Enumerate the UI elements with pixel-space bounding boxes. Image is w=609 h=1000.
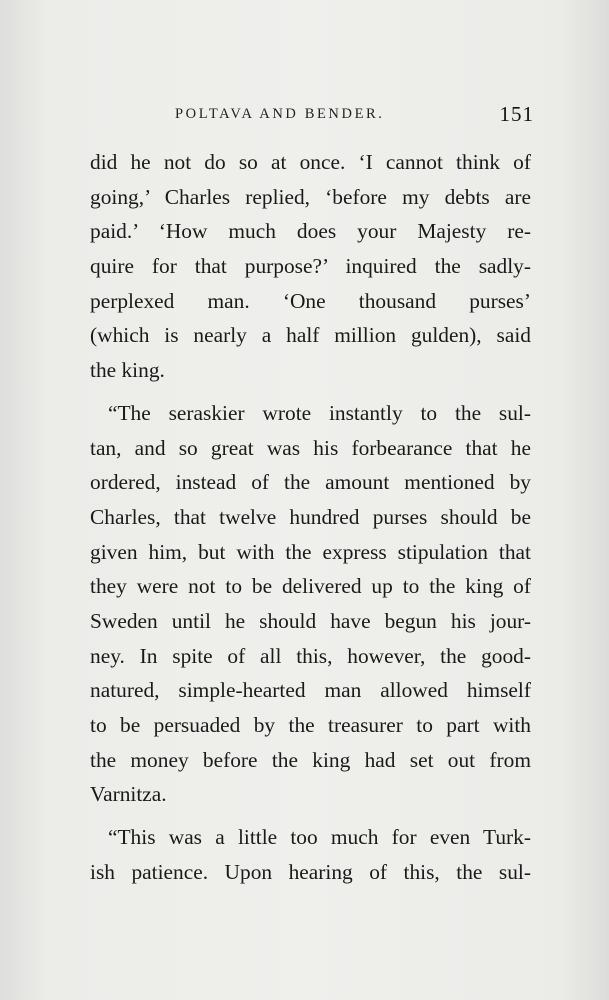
paragraph	[90, 820, 531, 889]
text-line: going,’ Charles replied, ‘before my debts are	[90, 184, 531, 209]
body-text	[90, 145, 531, 889]
text-line: ney. In spite of all this, however, the good-	[90, 643, 531, 668]
text-line: (which is nearly a half million gulden), said	[90, 323, 531, 348]
text-line: natured, simple-hearted man allowed himself	[90, 678, 531, 703]
text-line: did he not do so at once. ‘I cannot think of	[90, 150, 531, 174]
text-line: the king.	[90, 358, 165, 383]
running-title: POLTAVA AND BENDER.	[175, 106, 385, 122]
text-line: ordered, instead of the amount mentioned by	[90, 470, 531, 495]
text-line: paid.’ ‘How much does your Majesty re-	[90, 219, 531, 244]
text-line: they were not to be delivered up to the king of	[90, 574, 531, 599]
text-line: Varnitza.	[90, 782, 167, 807]
paragraph	[90, 145, 531, 388]
text-line: ish patience. Upon hearing of this, the sul-	[90, 859, 531, 884]
paragraph	[90, 396, 531, 812]
text-line: tan, and so great was his forbearance that he	[90, 435, 531, 460]
running-head	[175, 102, 540, 136]
text-line: Charles, that twelve hundred purses should be	[90, 504, 531, 529]
text-line: “This was a little too much for even Turk-	[108, 825, 531, 850]
text-line: the money before the king had set out from	[90, 747, 531, 772]
page-number: 151	[499, 102, 534, 126]
text-line: Sweden until he should have begun his jour-	[90, 608, 531, 633]
text-line: “The seraskier wrote instantly to the sul-	[108, 400, 531, 425]
text-line: perplexed man. ‘One thousand purses’	[90, 288, 531, 313]
text-line: given him, but with the express stipulation that	[90, 539, 531, 564]
text-line: quire for that purpose?’ inquired the sadly-	[90, 254, 531, 279]
text-line: to be persuaded by the treasurer to part with	[90, 713, 531, 737]
